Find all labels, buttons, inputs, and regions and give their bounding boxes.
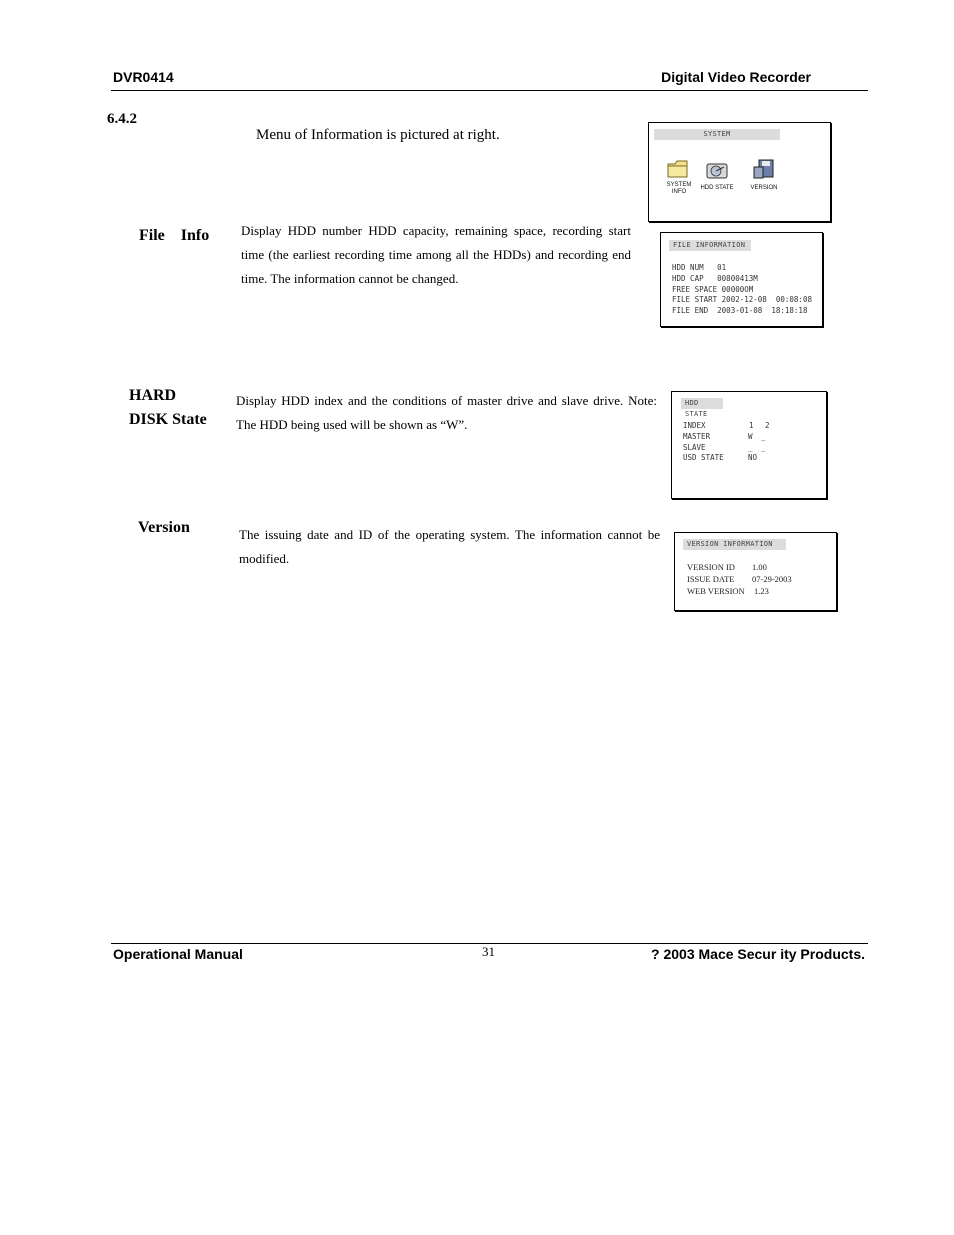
version-icon bbox=[753, 158, 775, 180]
hdd-row-usd-v1: NO bbox=[748, 453, 758, 462]
hdd-state-screenshot bbox=[671, 391, 827, 499]
version-row-date-value: 07-29-2003 bbox=[752, 574, 792, 584]
version-row-web-label: WEB VERSION bbox=[687, 586, 745, 596]
hdd-row-index-v2: 2 bbox=[765, 421, 770, 430]
file-info-label-word2: Info bbox=[180, 227, 210, 244]
header-doc-id: DVR0414 bbox=[113, 69, 174, 85]
folder-icon bbox=[667, 159, 689, 179]
file-info-label bbox=[139, 224, 209, 248]
header-doc-title: Digital Video Recorder bbox=[661, 69, 811, 85]
file-info-line-file-end: FILE END 2003-01-08 18:18:18 bbox=[672, 306, 808, 315]
hdd-row-slave-label: SLAVE bbox=[683, 443, 706, 452]
hdd-state-label bbox=[129, 384, 207, 432]
footer-copyright: ? 2003 Mace Secur ity Products. bbox=[651, 946, 865, 962]
hdd-row-master-v1: W bbox=[748, 432, 753, 441]
version-row-id-value: 1.00 bbox=[752, 562, 767, 572]
hdd-row-master-v2: _ bbox=[761, 432, 766, 441]
version-row-id-label: VERSION ID bbox=[687, 562, 735, 572]
hdd-state-label-line2: DISK State bbox=[129, 411, 207, 428]
section-intro: Menu of Information is pictured at right. bbox=[256, 127, 500, 143]
version-description: The issuing date and ID of the operating system. The information cannot be modified. bbox=[239, 527, 660, 566]
file-info-line-file-start: FILE START 2002-12-08 00:08:08 bbox=[672, 295, 812, 304]
system-menu-title: SYSTEM bbox=[654, 129, 780, 140]
page-number: 31 bbox=[482, 944, 495, 959]
hdd-row-index-v1: 1 bbox=[749, 421, 754, 430]
hdd-row-slave-v1: _ bbox=[748, 443, 753, 452]
file-info-line-hdd-num: HDD NUM 01 bbox=[672, 263, 727, 272]
file-info-line-free-space: FREE SPACE 00000OM bbox=[672, 285, 754, 294]
file-info-screenshot bbox=[660, 232, 823, 327]
system-menu-screenshot bbox=[648, 122, 831, 222]
system-info-caption-line1: SYSTEM bbox=[666, 182, 692, 188]
file-info-label-word1: File bbox=[139, 227, 165, 244]
header-rule bbox=[111, 90, 868, 91]
version-caption: VERSION bbox=[750, 185, 778, 191]
hdd-state-screen-title: HDD STATE bbox=[681, 398, 723, 409]
version-row-date-label: ISSUE DATE bbox=[687, 574, 735, 584]
hdd-row-usd-label: USD STATE bbox=[683, 453, 724, 462]
hdd-icon bbox=[705, 161, 729, 181]
version-row-web-value: 1.23 bbox=[754, 586, 769, 596]
hdd-row-index-label: INDEX bbox=[683, 421, 706, 430]
version-screenshot bbox=[674, 532, 837, 611]
file-info-screen-title: FILE INFORMATION bbox=[669, 240, 751, 251]
hdd-state-description: Display HDD index and the conditions of master drive and slave drive. Note: The HDD being used will be shown as “W”. bbox=[236, 393, 657, 432]
system-info-caption bbox=[659, 182, 699, 196]
version-screen-title: VERSION INFORMATION bbox=[683, 539, 786, 550]
hdd-state-label-line1: HARD bbox=[129, 387, 177, 404]
version-label: Version bbox=[138, 519, 190, 536]
hdd-row-slave-v2: _ bbox=[761, 443, 766, 452]
file-info-line-hdd-cap: HDD CAP 00800413M bbox=[672, 274, 758, 283]
system-info-caption-line2: INFO bbox=[671, 189, 687, 195]
footer-manual-title: Operational Manual bbox=[113, 946, 243, 962]
hdd-row-master-label: MASTER bbox=[683, 432, 711, 441]
hdd-state-caption: HDD STATE bbox=[700, 185, 734, 191]
file-info-description: Display HDD number HDD capacity, remaining space, recording start time (the earliest recording time among all the HDDs) and recording end time. The information cannot be changed. bbox=[241, 223, 631, 286]
section-number: 6.4.2 bbox=[107, 111, 137, 127]
